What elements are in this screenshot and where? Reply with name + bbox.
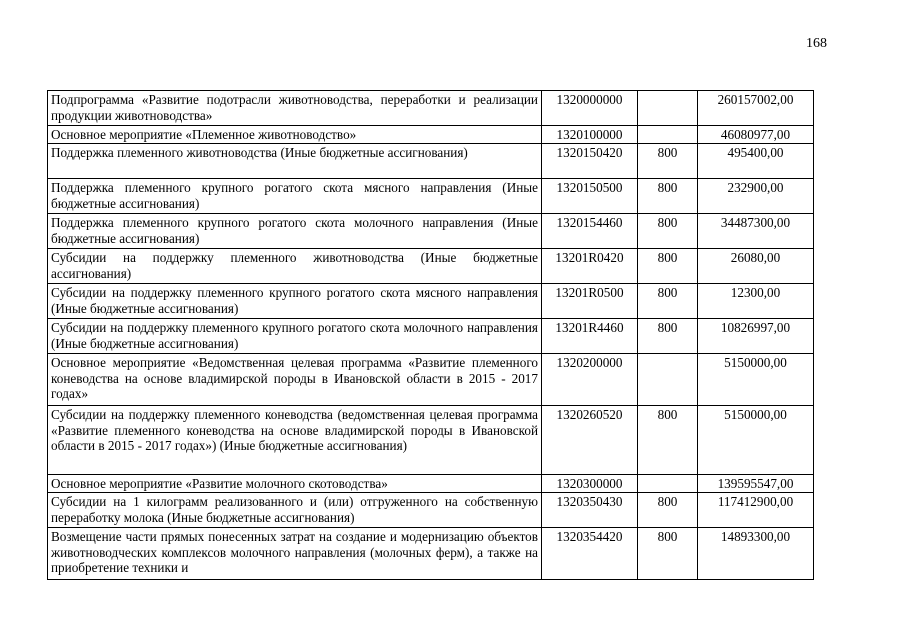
row-amount: 5150000,00 <box>698 406 814 475</box>
row-code: 1320200000 <box>542 354 638 406</box>
row-expense-type: 800 <box>638 179 698 214</box>
table-row <box>48 126 814 144</box>
row-name: Основное мероприятие «Племенное животноводство» <box>48 126 542 144</box>
row-expense-type: 800 <box>638 406 698 475</box>
table-row <box>48 475 814 493</box>
row-amount: 232900,00 <box>698 179 814 214</box>
row-name: Субсидии на 1 килограмм реализованного и (или) отгруженного на собственную переработку молока (Иные бюджетные ассигнования) <box>48 493 542 528</box>
row-amount: 14893300,00 <box>698 528 814 580</box>
row-expense-type: 800 <box>638 493 698 528</box>
row-name: Субсидии на поддержку племенного крупного рогатого скота молочного направления (Иные бюджетные ассигнования) <box>48 319 542 354</box>
row-code: 13201R4460 <box>542 319 638 354</box>
row-name: Возмещение части прямых понесенных затрат на создание и модернизацию объектов животноводческих комплексов молочного направления (молочных ферм), а также на приобретение техники и <box>48 528 542 580</box>
row-expense-type <box>638 354 698 406</box>
row-expense-type: 800 <box>638 284 698 319</box>
table-row <box>48 284 814 319</box>
row-amount: 139595547,00 <box>698 475 814 493</box>
row-name: Поддержка племенного крупного рогатого скота мясного направления (Иные бюджетные ассигнования) <box>48 179 542 214</box>
row-amount: 26080,00 <box>698 249 814 284</box>
row-amount: 260157002,00 <box>698 91 814 126</box>
row-name: Основное мероприятие «Развитие молочного скотоводства» <box>48 475 542 493</box>
row-code: 1320000000 <box>542 91 638 126</box>
row-name: Поддержка племенного крупного рогатого скота молочного направления (Иные бюджетные ассигнования) <box>48 214 542 249</box>
row-name: Основное мероприятие «Ведомственная целевая программа «Развитие племенного коневодства на основе владимирской породы в Ивановской области в 2015 - 2017 годах» <box>48 354 542 406</box>
row-code: 1320100000 <box>542 126 638 144</box>
table-row <box>48 91 814 126</box>
row-name: Субсидии на поддержку племенного коневодства (ведомственная целевая программа «Развитие племенного коневодства на основе владимирской породы в Ивановской области в 2015 - 2017 годах») (Иные бюджетные ассигнования) <box>48 406 542 475</box>
row-amount: 10826997,00 <box>698 319 814 354</box>
row-expense-type: 800 <box>638 144 698 179</box>
row-expense-type: 800 <box>638 249 698 284</box>
budget-table <box>47 90 814 580</box>
row-expense-type <box>638 475 698 493</box>
table-row <box>48 493 814 528</box>
table-row <box>48 144 814 179</box>
row-amount: 117412900,00 <box>698 493 814 528</box>
row-expense-type: 800 <box>638 319 698 354</box>
row-code: 13201R0500 <box>542 284 638 319</box>
row-amount: 12300,00 <box>698 284 814 319</box>
row-code: 1320260520 <box>542 406 638 475</box>
table-row <box>48 354 814 406</box>
table-row <box>48 319 814 354</box>
row-name: Поддержка племенного животноводства (Иные бюджетные ассигнования) <box>48 144 542 179</box>
row-amount: 495400,00 <box>698 144 814 179</box>
table-row <box>48 406 814 475</box>
table-row <box>48 249 814 284</box>
row-amount: 46080977,00 <box>698 126 814 144</box>
table-row <box>48 179 814 214</box>
row-code: 1320350430 <box>542 493 638 528</box>
row-expense-type <box>638 91 698 126</box>
row-amount: 34487300,00 <box>698 214 814 249</box>
row-name: Субсидии на поддержку племенного крупного рогатого скота мясного направления (Иные бюджетные ассигнования) <box>48 284 542 319</box>
row-name: Подпрограмма «Развитие подотрасли животноводства, переработки и реализации продукции животноводства» <box>48 91 542 126</box>
page-number: 168 <box>806 36 827 51</box>
row-code: 1320150500 <box>542 179 638 214</box>
row-code: 1320154460 <box>542 214 638 249</box>
table-row <box>48 528 814 580</box>
row-code: 1320354420 <box>542 528 638 580</box>
row-name: Субсидии на поддержку племенного животноводства (Иные бюджетные ассигнования) <box>48 249 542 284</box>
row-code: 1320150420 <box>542 144 638 179</box>
row-expense-type <box>638 126 698 144</box>
row-expense-type: 800 <box>638 528 698 580</box>
row-amount: 5150000,00 <box>698 354 814 406</box>
row-code: 1320300000 <box>542 475 638 493</box>
row-expense-type: 800 <box>638 214 698 249</box>
row-code: 13201R0420 <box>542 249 638 284</box>
table-row <box>48 214 814 249</box>
